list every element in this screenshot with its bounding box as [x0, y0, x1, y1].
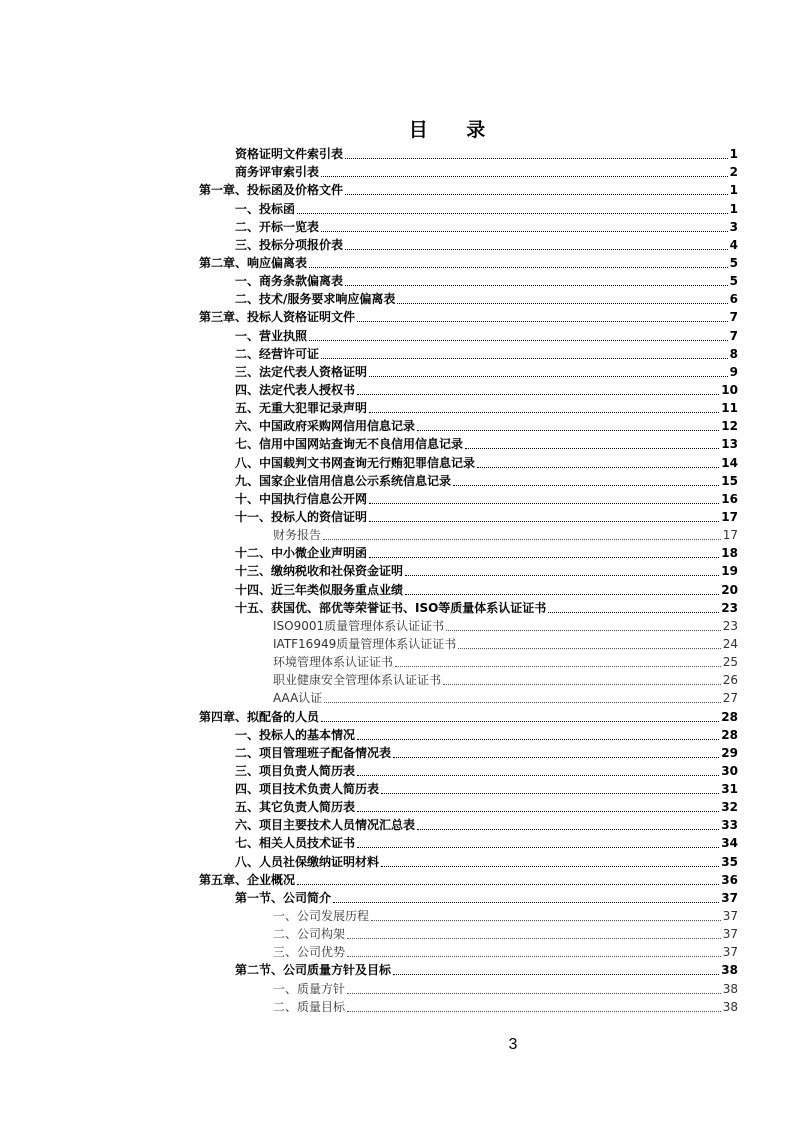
toc-entry-page-number: 7 — [729, 310, 738, 325]
toc-entry[interactable] — [199, 743, 738, 761]
toc-entry-label: 第五章、企业概况 — [199, 872, 296, 887]
toc-entry-label: 七、信用中国网站查询无不良信用信息记录 — [235, 437, 464, 452]
toc-leader-dots — [345, 284, 728, 286]
toc-entry-label: 第二节、公司质量方针及目标 — [235, 963, 392, 978]
toc-entry[interactable] — [199, 960, 738, 978]
toc-leader-dots — [357, 738, 719, 740]
toc-entry-page-number: 37 — [722, 927, 738, 942]
toc-entry-page-number: 6 — [729, 292, 738, 307]
toc-entry-page-number: 1 — [729, 183, 738, 198]
toc-entry[interactable] — [199, 471, 738, 489]
toc-entry-page-number: 34 — [721, 836, 738, 851]
toc-entry-label: 二、技术/服务要求响应偏离表 — [235, 292, 396, 307]
toc-entry-label: 第二章、响应偏离表 — [199, 255, 308, 270]
toc-entry-page-number: 4 — [729, 237, 738, 252]
toc-entry-label: 十、中国执行信息公开网 — [235, 491, 368, 506]
toc-entry-page-number: 26 — [722, 673, 738, 688]
page-number: 3 — [508, 1036, 518, 1053]
toc-entry-page-number: 23 — [721, 600, 738, 615]
toc-entry-page-number: 10 — [721, 382, 738, 397]
toc-leader-dots — [357, 810, 719, 812]
toc-entry[interactable] — [199, 870, 738, 888]
toc-entry[interactable] — [199, 652, 738, 670]
toc-leader-dots — [417, 429, 719, 431]
toc-entry[interactable] — [199, 851, 738, 869]
toc-leader-dots — [371, 919, 721, 921]
toc-leader-dots — [357, 393, 719, 395]
toc-entry-page-number: 24 — [722, 636, 738, 651]
toc-entry[interactable] — [199, 779, 738, 797]
toc-entry-page-number: 30 — [721, 763, 738, 778]
toc-entry-label: 三、投标分项报价表 — [235, 237, 344, 252]
toc-entry[interactable] — [199, 180, 738, 198]
toc-entry-page-number: 29 — [721, 745, 738, 760]
toc-leader-dots — [347, 1010, 721, 1012]
toc-entry[interactable] — [199, 688, 738, 706]
toc-entry-label: ISO9001质量管理体系认证证书 — [273, 618, 445, 633]
toc-entry-page-number: 3 — [729, 219, 738, 234]
toc-entry[interactable] — [199, 561, 738, 579]
toc-entry-label: 一、投标函 — [235, 201, 296, 216]
toc-entry-label: 四、项目技术负责人简历表 — [235, 782, 380, 797]
toc-leader-dots — [369, 520, 719, 522]
toc-entry-page-number: 9 — [729, 364, 738, 379]
toc-entry-page-number: 14 — [721, 455, 738, 470]
toc-entry-label: 三、项目负责人简历表 — [235, 763, 356, 778]
toc-entry[interactable] — [199, 978, 738, 996]
toc-entry-label: 二、质量目标 — [273, 999, 346, 1014]
toc-entry-label: 第一节、公司简介 — [235, 890, 332, 905]
toc-entry-page-number: 25 — [722, 655, 738, 670]
toc-entry[interactable] — [199, 525, 738, 543]
toc-entry[interactable] — [199, 198, 738, 216]
toc-leader-dots — [323, 538, 721, 540]
toc-entry-page-number: 5 — [729, 274, 738, 289]
toc-entry-page-number: 8 — [729, 346, 738, 361]
toc-entry[interactable] — [199, 797, 738, 815]
toc-entry-label: 十三、缴纳税收和社保资金证明 — [235, 564, 404, 579]
toc-entry-label: 二、经营许可证 — [235, 346, 320, 361]
toc-entry[interactable] — [199, 452, 738, 470]
toc-entry-page-number: 11 — [721, 401, 738, 416]
toc-entry-label: 第三章、投标人资格证明文件 — [199, 310, 356, 325]
toc-entry[interactable] — [199, 434, 738, 452]
toc-leader-dots — [321, 230, 728, 232]
toc-entry-label: 一、公司发展历程 — [273, 909, 370, 924]
toc-entry-page-number: 20 — [721, 582, 738, 597]
toc-entry-page-number: 38 — [721, 963, 738, 978]
toc-entry[interactable] — [199, 507, 738, 525]
toc-leader-dots — [357, 846, 719, 848]
toc-entry[interactable] — [199, 906, 738, 924]
toc-entry[interactable] — [199, 289, 738, 307]
toc-entry-page-number: 36 — [721, 872, 738, 887]
toc-entry-page-number: 37 — [722, 909, 738, 924]
toc-entry[interactable] — [199, 344, 738, 362]
toc-leader-dots — [347, 955, 721, 957]
toc-leader-dots — [405, 593, 719, 595]
toc-entry[interactable] — [199, 144, 738, 162]
toc-entry-page-number: 15 — [721, 473, 738, 488]
toc-entry[interactable] — [199, 725, 738, 743]
toc-entry-label: 四、法定代表人授权书 — [235, 382, 356, 397]
toc-entry[interactable] — [199, 924, 738, 942]
toc-entry-label: 商务评审索引表 — [235, 165, 320, 180]
toc-entry-page-number: 38 — [722, 981, 738, 996]
toc-leader-dots — [324, 701, 720, 703]
toc-entry-label: 九、国家企业信用信息公示系统信息记录 — [235, 473, 452, 488]
toc-leader-dots — [369, 556, 719, 558]
toc-leader-dots — [369, 375, 728, 377]
toc-entry[interactable] — [199, 888, 738, 906]
toc-entry[interactable] — [199, 489, 738, 507]
toc-leader-dots — [381, 792, 719, 794]
toc-entry[interactable] — [199, 579, 738, 597]
toc-entry-page-number: 2 — [729, 165, 738, 180]
toc-entry[interactable] — [199, 253, 738, 271]
toc-entry-label: 八、人员社保缴纳证明材料 — [235, 854, 380, 869]
toc-entry-label: 三、法定代表人资格证明 — [235, 364, 368, 379]
toc-entry-label: 二、开标一览表 — [235, 219, 320, 234]
toc-entry-page-number: 18 — [721, 546, 738, 561]
toc-leader-dots — [465, 447, 719, 449]
toc-entry[interactable] — [199, 543, 738, 561]
toc-entry[interactable] — [199, 997, 738, 1015]
toc-entry-page-number: 35 — [721, 854, 738, 869]
toc-leader-dots — [347, 992, 721, 994]
toc-leader-dots — [321, 175, 728, 177]
toc-entry-label: 第四章、拟配备的人员 — [199, 709, 320, 724]
toc-leader-dots — [393, 756, 719, 758]
toc-entry-page-number: 38 — [722, 999, 738, 1014]
toc-entry-page-number: 7 — [729, 328, 738, 343]
toc-entry-page-number: 19 — [721, 564, 738, 579]
toc-entry[interactable] — [199, 833, 738, 851]
toc-entry[interactable] — [199, 616, 738, 634]
toc-entry[interactable] — [199, 307, 738, 325]
toc-entry[interactable] — [199, 942, 738, 960]
toc-entry-label: 十二、中小微企业声明函 — [235, 546, 368, 561]
toc-entry-page-number: 17 — [721, 509, 738, 524]
toc-entry-label: 职业健康安全管理体系认证证书 — [273, 673, 442, 688]
toc-leader-dots — [446, 629, 721, 631]
toc-leader-dots — [453, 484, 719, 486]
toc-leader-dots — [405, 574, 719, 576]
toc-leader-dots — [369, 411, 719, 413]
toc-entry-label: 十一、投标人的资信证明 — [235, 509, 368, 524]
toc-entry[interactable] — [199, 416, 738, 434]
toc-leader-dots — [477, 466, 719, 468]
toc-entry[interactable] — [199, 380, 738, 398]
toc-entry-label: 一、营业执照 — [235, 328, 308, 343]
toc-leader-dots — [309, 339, 728, 341]
toc-leader-dots — [297, 883, 719, 885]
table-of-contents — [199, 144, 738, 1015]
toc-leader-dots — [345, 248, 728, 250]
toc-entry[interactable] — [199, 706, 738, 724]
toc-entry-label: IATF16949质量管理体系认证证书 — [273, 636, 457, 651]
toc-entry[interactable] — [199, 271, 738, 289]
toc-leader-dots — [345, 193, 728, 195]
toc-leader-dots — [297, 212, 728, 214]
toc-entry[interactable] — [199, 598, 738, 616]
toc-title: 目 录 — [408, 119, 502, 141]
toc-entry-label: 资格证明文件索引表 — [235, 147, 344, 162]
toc-entry[interactable] — [199, 398, 738, 416]
toc-leader-dots — [548, 611, 719, 613]
toc-entry-label: 环境管理体系认证证书 — [273, 655, 394, 670]
toc-entry[interactable] — [199, 325, 738, 343]
toc-leader-dots — [321, 357, 728, 359]
toc-entry-page-number: 1 — [729, 147, 738, 162]
toc-entry-page-number: 16 — [721, 491, 738, 506]
toc-entry-label: 六、中国政府采购网信用信息记录 — [235, 419, 416, 434]
toc-leader-dots — [309, 266, 728, 268]
toc-entry-page-number: 1 — [729, 201, 738, 216]
toc-entry-page-number: 33 — [721, 818, 738, 833]
toc-entry-page-number: 12 — [721, 419, 738, 434]
toc-entry-page-number: 27 — [722, 691, 738, 706]
toc-entry-page-number: 5 — [729, 255, 738, 270]
toc-entry-label: 八、中国载判文书网查询无行贿犯罪信息记录 — [235, 455, 476, 470]
toc-leader-dots — [395, 665, 721, 667]
toc-entry[interactable] — [199, 235, 738, 253]
toc-entry-label: AAA认证 — [273, 691, 323, 706]
toc-entry[interactable] — [199, 815, 738, 833]
toc-entry[interactable] — [199, 362, 738, 380]
toc-entry-page-number: 28 — [721, 727, 738, 742]
toc-entry-label: 一、商务条款偏离表 — [235, 274, 344, 289]
toc-leader-dots — [357, 320, 728, 322]
toc-entry-label: 财务报告 — [273, 528, 322, 543]
toc-entry-page-number: 13 — [721, 437, 738, 452]
toc-entry-label: 七、相关人员技术证书 — [235, 836, 356, 851]
toc-leader-dots — [321, 720, 719, 722]
toc-leader-dots — [345, 157, 728, 159]
toc-leader-dots — [357, 774, 719, 776]
toc-entry-label: 三、公司优势 — [273, 945, 346, 960]
toc-leader-dots — [443, 683, 721, 685]
toc-leader-dots — [393, 973, 719, 975]
toc-entry-page-number: 31 — [721, 782, 738, 797]
toc-leader-dots — [347, 937, 721, 939]
toc-entry-page-number: 17 — [722, 528, 738, 543]
toc-leader-dots — [381, 865, 719, 867]
toc-leader-dots — [397, 302, 727, 304]
toc-leader-dots — [417, 828, 719, 830]
toc-entry-label: 二、公司构架 — [273, 927, 346, 942]
toc-entry[interactable] — [199, 634, 738, 652]
toc-entry[interactable] — [199, 162, 738, 180]
toc-entry-label: 一、质量方针 — [273, 981, 346, 996]
toc-entry[interactable] — [199, 761, 738, 779]
toc-entry[interactable] — [199, 217, 738, 235]
toc-entry-page-number: 28 — [721, 709, 738, 724]
toc-entry-label: 二、项目管理班子配备情况表 — [235, 745, 392, 760]
toc-entry-page-number: 37 — [722, 945, 738, 960]
toc-entry-page-number: 23 — [722, 618, 738, 633]
toc-entry-label: 六、项目主要技术人员情况汇总表 — [235, 818, 416, 833]
toc-entry[interactable] — [199, 670, 738, 688]
toc-entry-label: 五、其它负责人简历表 — [235, 800, 356, 815]
toc-entry-label: 十四、近三年类似服务重点业绩 — [235, 582, 404, 597]
toc-leader-dots — [369, 502, 719, 504]
toc-leader-dots — [333, 901, 719, 903]
toc-entry-label: 十五、获国优、部优等荣誉证书、ISO等质量体系认证证书 — [235, 600, 547, 615]
toc-entry-label: 一、投标人的基本情况 — [235, 727, 356, 742]
toc-entry-page-number: 32 — [721, 800, 738, 815]
toc-leader-dots — [458, 647, 720, 649]
toc-entry-label: 五、无重大犯罪记录声明 — [235, 401, 368, 416]
toc-entry-page-number: 37 — [721, 890, 738, 905]
toc-entry-label: 第一章、投标函及价格文件 — [199, 183, 344, 198]
